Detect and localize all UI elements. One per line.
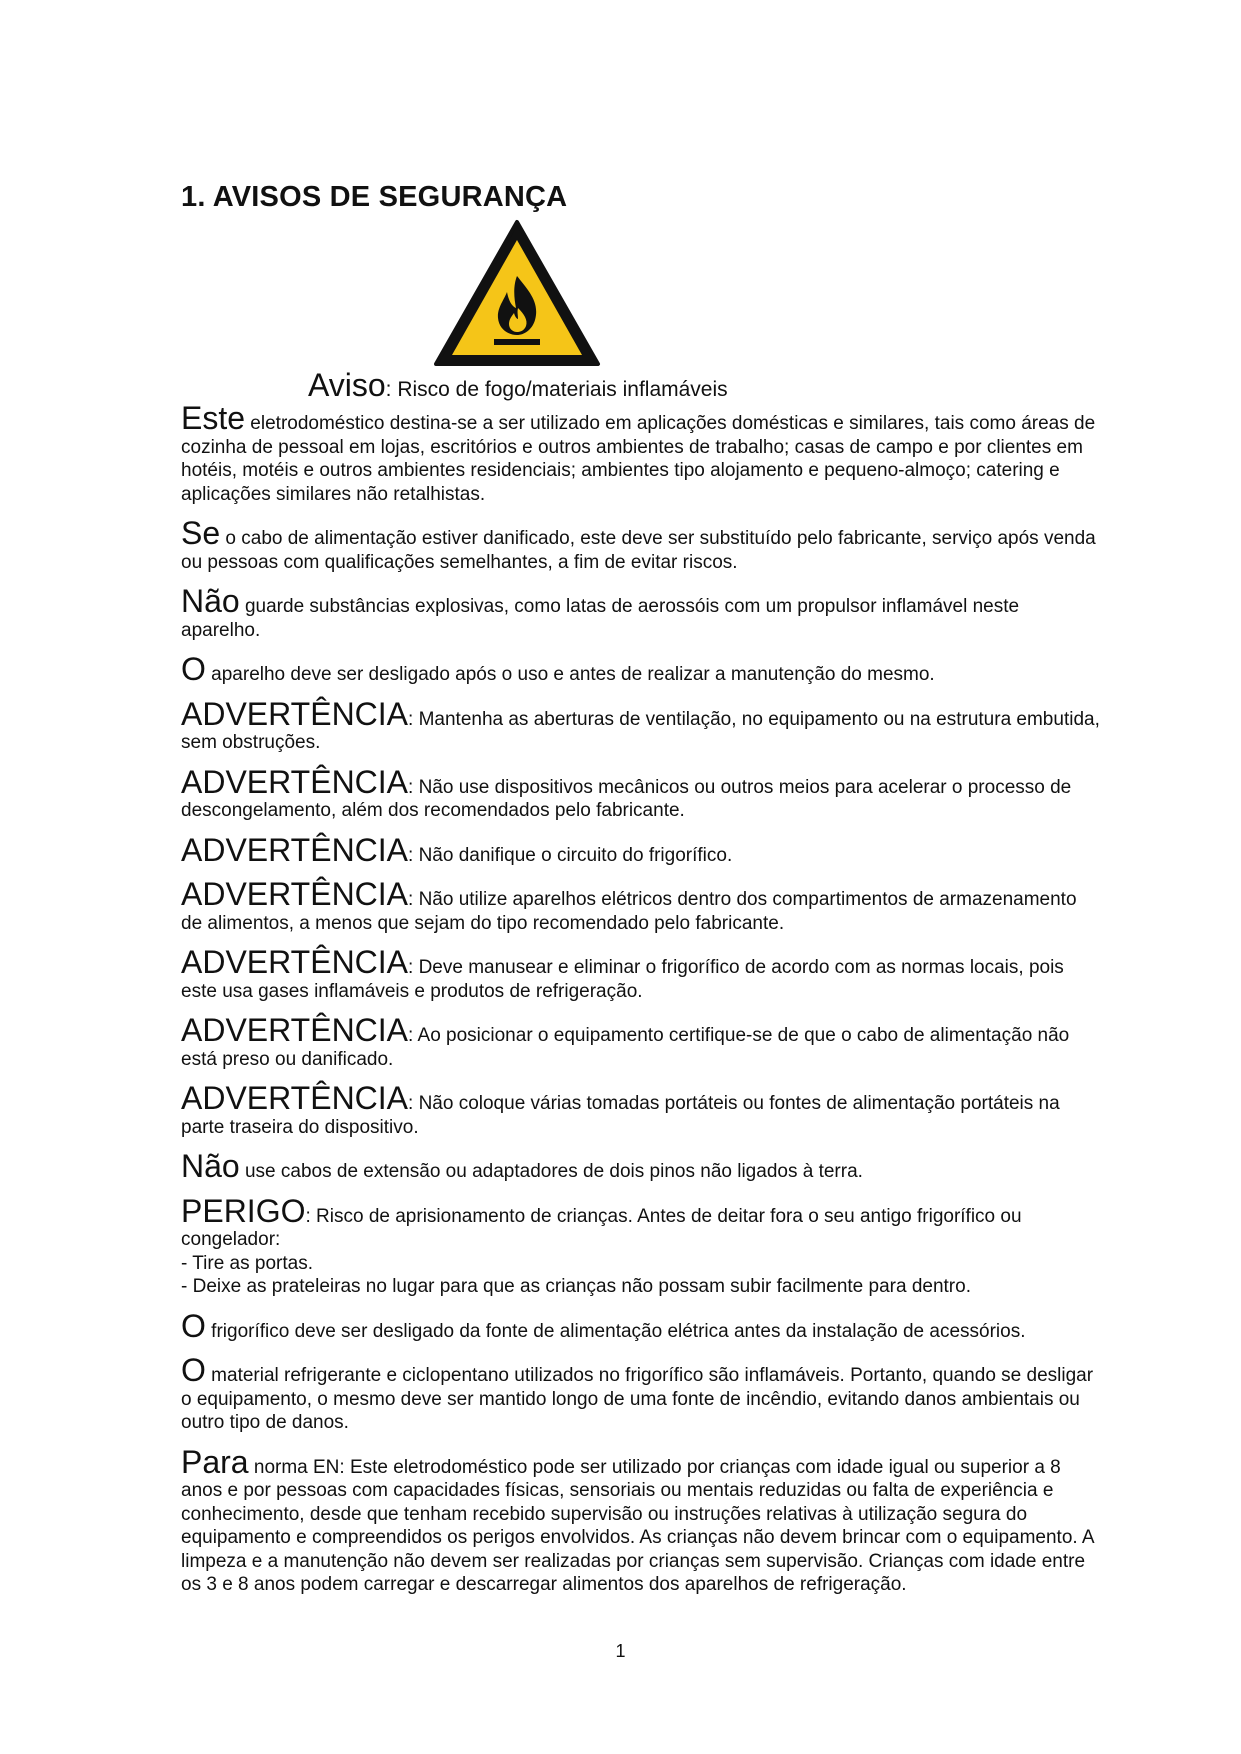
paragraph-lead: ADVERTÊNCIA [181, 695, 409, 732]
flammable-warning-triangle-icon [432, 218, 602, 368]
paragraph-lead: ADVERTÊNCIA [181, 1012, 409, 1048]
list-item: - Deixe as prateleiras no lugar para que as crianças não possam subir facilmente para dentro. [181, 1276, 971, 1297]
paragraph-lead: ADVERTÊNCIA [181, 944, 409, 980]
aviso-lead: Aviso [308, 367, 386, 403]
paragraph-text: : Não danifique o circuito do frigorífico. [408, 844, 733, 866]
paragraph-text: : Não use dispositivos mecânicos ou outros meios para acelerar o processo de descongelamento, além dos recomendados pelo fabricante. [181, 776, 1072, 821]
page-content [181, 180, 1101, 1597]
paragraph-advertencia-ventilacao [181, 695, 1101, 755]
paragraph-advertencia-aparelhos-eletricos [181, 876, 1101, 935]
paragraph-advertencia-circuito [181, 831, 1101, 868]
paragraph-text: : Não coloque várias tomadas portáteis ou fontes de alimentação portáteis na parte traseira do dispositivo. [181, 1093, 1060, 1138]
paragraph-nao-extensao [181, 1148, 1101, 1184]
paragraph-para-norma [181, 1443, 1101, 1597]
paragraph-lead: PERIGO [181, 1192, 306, 1229]
list-item: - Tire as portas. [181, 1252, 313, 1274]
paragraph-nao-explosivas [181, 583, 1101, 642]
paragraph-lead: ADVERTÊNCIA [181, 1080, 409, 1116]
paragraph-advertencia-normas-locais [181, 944, 1101, 1003]
warning-sign-container [181, 218, 1101, 368]
paragraph-text: : Risco de aprisionamento de crianças. Antes de deitar fora o seu antigo frigorífico ou congelador: [181, 1205, 1022, 1250]
paragraph-o-material [181, 1352, 1101, 1435]
paragraph-text: norma EN: Este eletrodoméstico pode ser utilizado por crianças com idade igual ou superior a 8 anos e por pessoas com capacidades físicas, sensoriais ou mentais reduzidas ou falta de experiência e conhecimento, desde que tenham recebido supervisão ou instruções relativas à utilização segura do equipamento e compreendidos os perigos envolvidos. As crianças não devem brincar com o equipamento. A limpeza e a manutenção não devem ser realizadas por crianças sem supervisão. Crianças com idade entre os 3 e 8 anos podem carregar e descarregar alimentos dos aparelhos de refrigeração. [181, 1456, 1094, 1595]
paragraph-este [181, 400, 1101, 506]
paragraph-text: eletrodoméstico destina-se a ser utilizado em aplicações domésticas e similares, tais como áreas de cozinha de pessoal em lojas, escritórios e outros ambientes de trabalho; casas de campo e por clientes em hotéis, motéis e outros ambientes residenciais; ambientes tipo alojamento e pequeno-almoço; catering e aplicações similares não retalhistas. [181, 413, 1096, 505]
page-number: 1 [615, 1641, 626, 1661]
paragraph-advertencia-descongelamento [181, 763, 1101, 823]
paragraph-text: guarde substâncias explosivas, como latas de aerossóis com um propulsor inflamável neste aparelho. [181, 596, 1020, 641]
paragraph-lead: Não [181, 1148, 240, 1184]
paragraph-text: : Deve manusear e eliminar o frigorífico de acordo com as normas locais, pois este usa gases inflamáveis e produtos de refrigeração. [181, 957, 1064, 1002]
paragraph-lead: O [181, 1307, 206, 1344]
paragraph-lead: Para [181, 1443, 249, 1480]
paragraph-lead: ADVERTÊNCIA [181, 763, 409, 800]
paragraph-advertencia-tomadas [181, 1080, 1101, 1139]
paragraph-text: o cabo de alimentação estiver danificado, este deve ser substituído pelo fabricante, serviço após venda ou pessoas com qualificações semelhantes, a fim de evitar riscos. [181, 528, 1096, 573]
paragraph-advertencia-cabo [181, 1012, 1101, 1071]
paragraph-text: : Ao posicionar o equipamento certifique-se de que o cabo de alimentação não está preso ou danificado. [181, 1025, 1070, 1070]
paragraph-se [181, 515, 1101, 574]
paragraph-text: frigorífico deve ser desligado da fonte de alimentação elétrica antes da instalação de acessórios. [205, 1320, 1026, 1342]
paragraph-o-frigorifico [181, 1307, 1101, 1344]
paragraph-text: : Mantenha as aberturas de ventilação, no equipamento ou na estrutura embutida, sem obstruções. [181, 708, 1100, 753]
aviso-line [181, 367, 1101, 403]
paragraph-text: material refrigerante e ciclopentano utilizados no frigorífico são inflamáveis. Portanto, quando se desligar o equipamento, o mesmo deve ser mantido longo de uma fonte de incêndio, evitando danos ambientais ou outro tipo de danos. [181, 1365, 1094, 1433]
paragraph-lead: O [181, 651, 206, 687]
paragraph-lead: Não [181, 583, 240, 619]
paragraph-lead: Este [181, 400, 246, 436]
paragraph-o-aparelho [181, 651, 1101, 687]
aviso-text: : Risco de fogo/materiais inflamáveis [385, 378, 728, 401]
section-title: 1. AVISOS DE SEGURANÇA [181, 181, 568, 213]
paragraph-lead: ADVERTÊNCIA [181, 831, 409, 868]
paragraph-text: use cabos de extensão ou adaptadores de dois pinos não ligados à terra. [239, 1161, 863, 1182]
paragraph-lead: Se [181, 515, 221, 551]
paragraph-lead: O [181, 1352, 206, 1388]
paragraph-text: : Não utilize aparelhos elétricos dentro dos compartimentos de armazenamento de alimentos, a menos que sejam do tipo recomendado pelo fabricante. [181, 889, 1077, 934]
paragraph-text: aparelho deve ser desligado após o uso e antes de realizar a manutenção do mesmo. [205, 664, 935, 685]
paragraph-lead: ADVERTÊNCIA [181, 876, 409, 912]
paragraph-perigo [181, 1192, 1101, 1252]
